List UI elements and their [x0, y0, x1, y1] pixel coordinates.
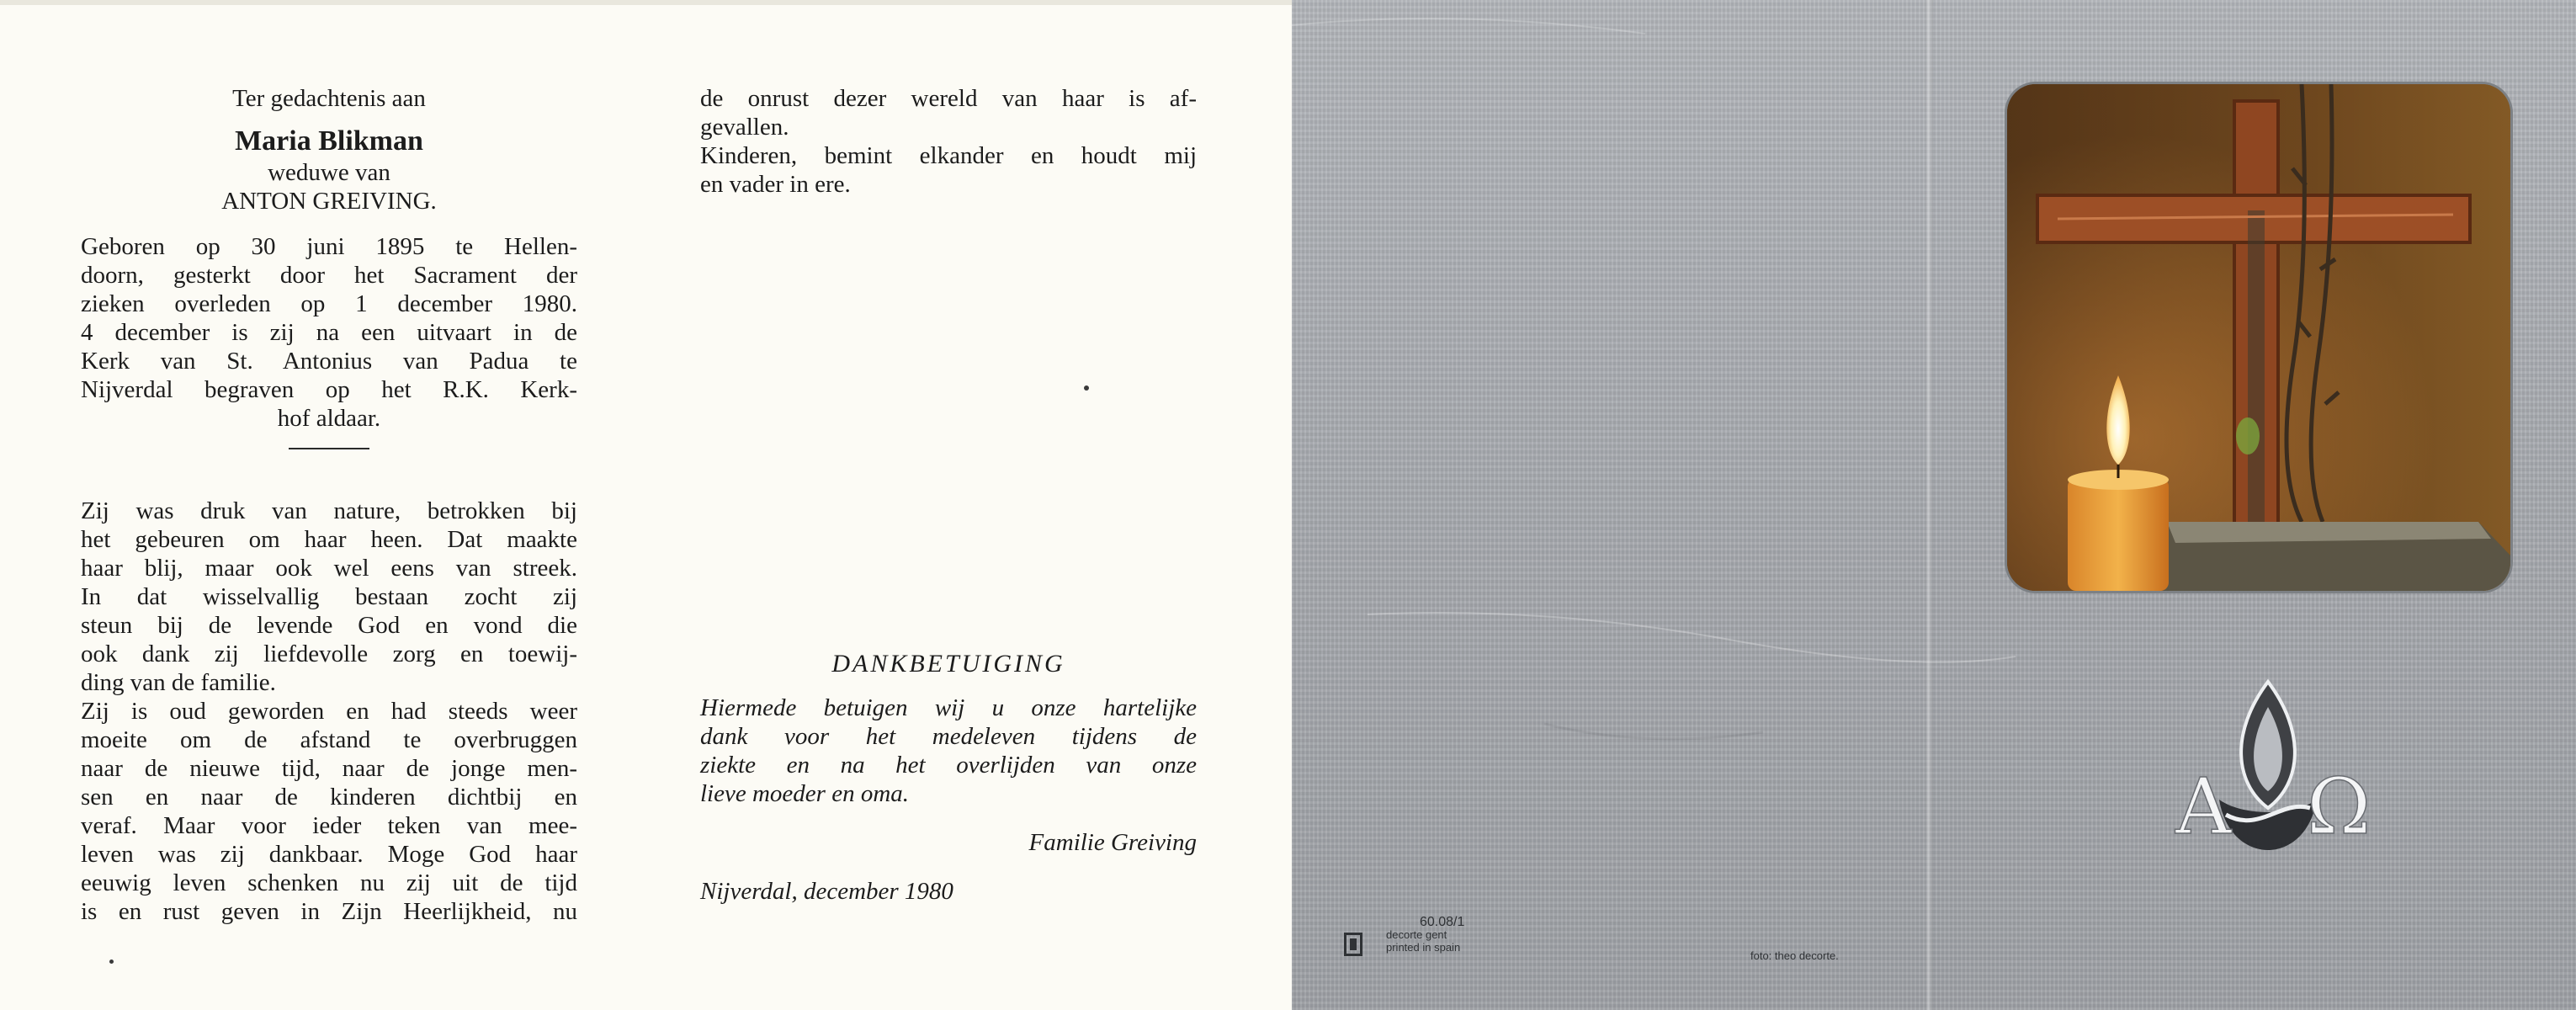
- flame-chalice-icon: [2219, 682, 2317, 850]
- bio-line: Nijverdal begraven op het R.K. Kerk-: [81, 376, 577, 403]
- biography-paragraph: [81, 232, 577, 433]
- eulogy-line: het gebeuren om haar heen. Dat maakte: [81, 526, 577, 553]
- deceased-name: Maria Blikman: [235, 125, 423, 157]
- print-info: [1386, 916, 1464, 954]
- bio-line: zieken overleden op 1 december 1980.: [81, 290, 577, 317]
- printed-in-label: printed in spain: [1386, 941, 1461, 954]
- photo-credit: foto: theo decorte.: [1750, 949, 1839, 962]
- eulogy-line: leven was zij dankbaar. Moge God haar: [81, 841, 577, 868]
- bio-line: Geboren op 30 juni 1895 te Hellen-: [81, 233, 577, 260]
- thanks-line: dank voor het medeleven tijdens de: [700, 723, 1197, 750]
- eulogy-line: moeite om de afstand te overbruggen: [81, 726, 577, 753]
- bio-line: 4 december is zij na een uitvaart in de: [81, 319, 577, 346]
- eulogy-line: ook dank zij liefdevolle zorg en toewij-: [81, 641, 577, 667]
- publisher-name: decorte gent: [1386, 928, 1447, 941]
- thanks-line: Hiermede betuigen wij u onze hartelijke: [700, 694, 1197, 721]
- continuation-line: Kinderen, bemint elkander en houdt mij: [700, 142, 1197, 169]
- eulogy-line: eeuwig leven schenken nu zij uit de tijd: [81, 869, 577, 896]
- thanks-line: lieve moeder en oma.: [700, 780, 910, 807]
- place-date: Nijverdal, december 1980: [700, 878, 953, 905]
- thanks-line: ziekte en na het overlijden van onze: [700, 752, 1197, 779]
- bio-line: hof aldaar.: [277, 405, 381, 432]
- paper-speck: [1084, 385, 1089, 391]
- husband-name: ANTON GREIVING.: [221, 188, 437, 215]
- inner-right-column: [700, 84, 1197, 199]
- omega-letter: Ω: [2307, 762, 2372, 852]
- page-edge: [0, 0, 1292, 5]
- eulogy-line: naar de nieuwe tijd, naar de jonge men-: [81, 755, 577, 782]
- continuation-line: en vader in ere.: [700, 171, 851, 198]
- publisher-logo-icon: [1344, 933, 1362, 956]
- inner-left-column: [81, 84, 577, 926]
- eulogy-line: sen en naar de kinderen dichtbij en: [81, 784, 577, 811]
- paper-speck: [109, 960, 114, 964]
- widow-of-label: weduwe van: [268, 159, 390, 186]
- alpha-letter: A: [2175, 762, 2232, 852]
- eulogy-line: Zij was druk van nature, betrokken bij: [81, 497, 577, 524]
- eulogy-line: steun bij de levende God en vond die: [81, 612, 577, 639]
- bio-line: Kerk van St. Antonius van Padua te: [81, 348, 577, 375]
- eulogy-line: ding van de familie.: [81, 669, 276, 696]
- eulogy-line: Zij is oud geworden en had steeds weer: [81, 698, 577, 725]
- alpha-omega-emblem: [2142, 673, 2394, 892]
- thanks-title: DANKBETUIGING: [831, 650, 1065, 678]
- family-signature: Familie Greiving: [1028, 829, 1197, 856]
- eulogy-line: haar blij, maar ook wel eens van streek.: [81, 555, 577, 582]
- continuation-line: de onrust dezer wereld van haar is af-: [700, 85, 1197, 112]
- eulogy-paragraph: [81, 497, 577, 926]
- memorial-heading: Ter gedachtenis aan: [232, 85, 426, 112]
- eulogy-line: veraf. Maar voor ieder teken van mee-: [81, 812, 577, 839]
- print-code: 60.08/1: [1420, 915, 1465, 929]
- cover-photo-cross-candle: [2007, 84, 2510, 591]
- eulogy-line: is en rust geven in Zijn Heerlijkheid, nu: [81, 898, 577, 925]
- cover-spread: [1292, 0, 2576, 1010]
- continuation-paragraph: [700, 84, 1197, 199]
- thanks-block: [700, 650, 1197, 906]
- bio-line: doorn, gesterkt door het Sacrament der: [81, 262, 577, 289]
- eulogy-line: In dat wisselvallig bestaan zocht zij: [81, 583, 577, 610]
- continuation-line: gevallen.: [700, 114, 789, 141]
